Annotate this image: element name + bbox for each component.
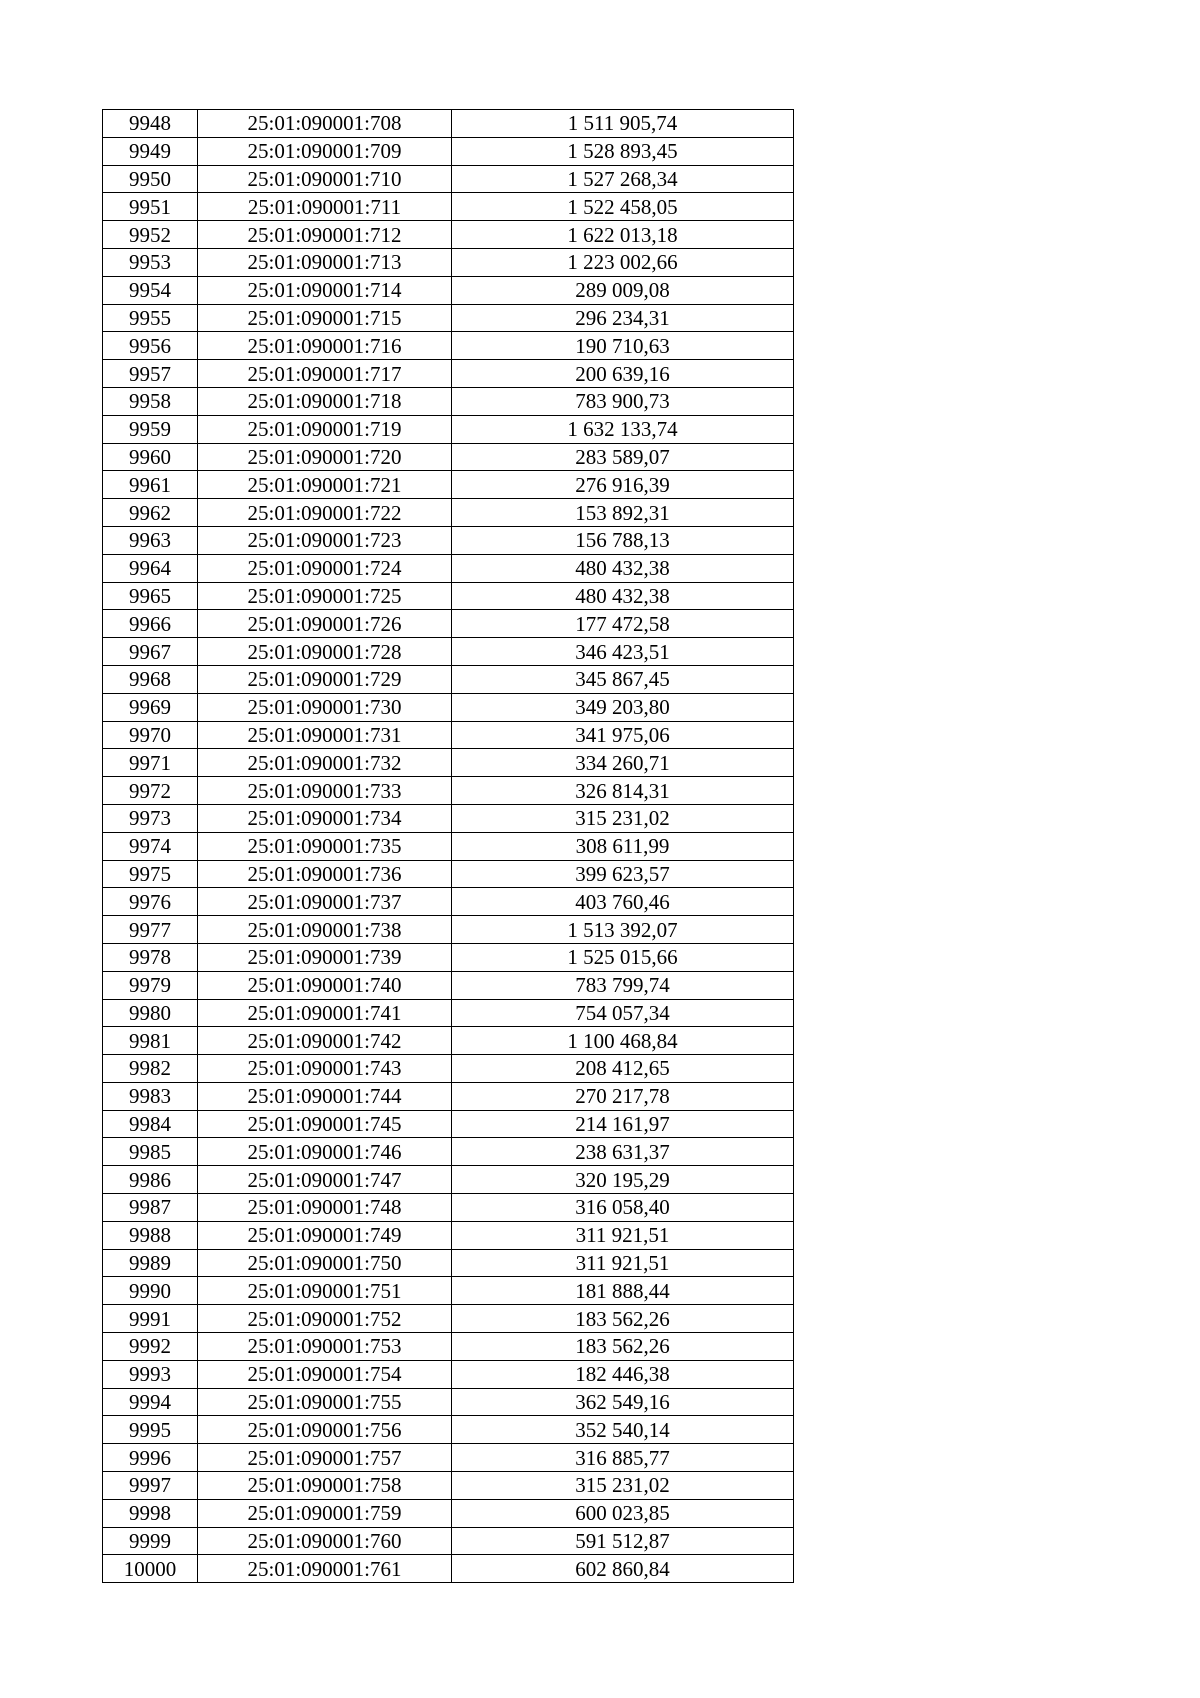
cadastral-number-cell: 25:01:090001:715 (198, 304, 452, 332)
row-number-cell: 9975 (103, 860, 198, 888)
cadastral-value-cell: 208 412,65 (452, 1055, 794, 1083)
cadastral-value-cell: 315 231,02 (452, 804, 794, 832)
row-number-cell: 9983 (103, 1082, 198, 1110)
cadastral-value-cell: 600 023,85 (452, 1499, 794, 1527)
table-row (103, 165, 794, 193)
row-number-cell: 9961 (103, 471, 198, 499)
cadastral-value-cell: 315 231,02 (452, 1472, 794, 1500)
cadastral-number-cell: 25:01:090001:730 (198, 693, 452, 721)
cadastral-value-cell: 345 867,45 (452, 665, 794, 693)
row-number-cell: 9960 (103, 443, 198, 471)
row-number-cell: 9981 (103, 1027, 198, 1055)
row-number-cell: 9980 (103, 999, 198, 1027)
cadastral-number-cell: 25:01:090001:725 (198, 582, 452, 610)
row-number-cell: 9953 (103, 248, 198, 276)
table-row (103, 221, 794, 249)
cadastral-number-cell: 25:01:090001:718 (198, 387, 452, 415)
row-number-cell: 9978 (103, 943, 198, 971)
cadastral-value-cell: 316 885,77 (452, 1444, 794, 1472)
cadastral-number-cell: 25:01:090001:757 (198, 1444, 452, 1472)
cadastral-value-cell: 602 860,84 (452, 1555, 794, 1583)
cadastral-number-cell: 25:01:090001:720 (198, 443, 452, 471)
cadastral-value-cell: 591 512,87 (452, 1527, 794, 1555)
row-number-cell: 9979 (103, 971, 198, 999)
cadastral-number-cell: 25:01:090001:708 (198, 110, 452, 138)
table-row (103, 1194, 794, 1222)
cadastral-number-cell: 25:01:090001:719 (198, 415, 452, 443)
table-row (103, 471, 794, 499)
cadastral-value-cell: 341 975,06 (452, 721, 794, 749)
row-number-cell: 9993 (103, 1360, 198, 1388)
table-row (103, 137, 794, 165)
cadastral-value-cell: 200 639,16 (452, 360, 794, 388)
table-row (103, 832, 794, 860)
cadastral-number-cell: 25:01:090001:760 (198, 1527, 452, 1555)
cadastral-value-cell: 352 540,14 (452, 1416, 794, 1444)
cadastral-number-cell: 25:01:090001:738 (198, 916, 452, 944)
cadastral-value-table (102, 109, 794, 1583)
table-row (103, 582, 794, 610)
table-row (103, 554, 794, 582)
row-number-cell: 9994 (103, 1388, 198, 1416)
cadastral-value-cell: 334 260,71 (452, 749, 794, 777)
cadastral-number-cell: 25:01:090001:741 (198, 999, 452, 1027)
row-number-cell: 9968 (103, 665, 198, 693)
cadastral-value-cell: 1 522 458,05 (452, 193, 794, 221)
cadastral-number-cell: 25:01:090001:747 (198, 1166, 452, 1194)
cadastral-value-cell: 1 527 268,34 (452, 165, 794, 193)
cadastral-number-cell: 25:01:090001:713 (198, 248, 452, 276)
row-number-cell: 9952 (103, 221, 198, 249)
row-number-cell: 9988 (103, 1221, 198, 1249)
cadastral-number-cell: 25:01:090001:723 (198, 526, 452, 554)
row-number-cell: 9998 (103, 1499, 198, 1527)
row-number-cell: 9973 (103, 804, 198, 832)
cadastral-value-cell: 783 900,73 (452, 387, 794, 415)
table-row (103, 110, 794, 138)
row-number-cell: 9987 (103, 1194, 198, 1222)
row-number-cell: 9962 (103, 499, 198, 527)
table-row (103, 499, 794, 527)
cadastral-number-cell: 25:01:090001:728 (198, 638, 452, 666)
cadastral-number-cell: 25:01:090001:761 (198, 1555, 452, 1583)
cadastral-value-cell: 270 217,78 (452, 1082, 794, 1110)
table-row (103, 610, 794, 638)
table-row (103, 693, 794, 721)
table-row (103, 943, 794, 971)
table-row (103, 1110, 794, 1138)
cadastral-value-cell: 1 525 015,66 (452, 943, 794, 971)
table-row (103, 415, 794, 443)
cadastral-number-cell: 25:01:090001:714 (198, 276, 452, 304)
row-number-cell: 9948 (103, 110, 198, 138)
row-number-cell: 9957 (103, 360, 198, 388)
table-row (103, 1360, 794, 1388)
table-row (103, 1333, 794, 1361)
cadastral-value-cell: 177 472,58 (452, 610, 794, 638)
cadastral-value-cell: 308 611,99 (452, 832, 794, 860)
row-number-cell: 9986 (103, 1166, 198, 1194)
cadastral-value-cell: 183 562,26 (452, 1305, 794, 1333)
cadastral-number-cell: 25:01:090001:736 (198, 860, 452, 888)
cadastral-value-cell: 183 562,26 (452, 1333, 794, 1361)
cadastral-value-cell: 1 622 013,18 (452, 221, 794, 249)
cadastral-number-cell: 25:01:090001:739 (198, 943, 452, 971)
cadastral-value-cell: 238 631,37 (452, 1138, 794, 1166)
row-number-cell: 9985 (103, 1138, 198, 1166)
cadastral-number-cell: 25:01:090001:744 (198, 1082, 452, 1110)
cadastral-number-cell: 25:01:090001:733 (198, 777, 452, 805)
cadastral-number-cell: 25:01:090001:731 (198, 721, 452, 749)
cadastral-value-cell: 283 589,07 (452, 443, 794, 471)
row-number-cell: 9964 (103, 554, 198, 582)
cadastral-value-cell: 399 623,57 (452, 860, 794, 888)
table-row (103, 804, 794, 832)
cadastral-value-cell: 1 513 392,07 (452, 916, 794, 944)
row-number-cell: 9954 (103, 276, 198, 304)
row-number-cell: 9951 (103, 193, 198, 221)
cadastral-number-cell: 25:01:090001:737 (198, 888, 452, 916)
table-row (103, 1082, 794, 1110)
cadastral-value-cell: 289 009,08 (452, 276, 794, 304)
cadastral-value-cell: 296 234,31 (452, 304, 794, 332)
table-row (103, 1388, 794, 1416)
cadastral-value-cell: 326 814,31 (452, 777, 794, 805)
table-row (103, 1166, 794, 1194)
cadastral-number-cell: 25:01:090001:754 (198, 1360, 452, 1388)
cadastral-value-cell: 1 528 893,45 (452, 137, 794, 165)
row-number-cell: 9971 (103, 749, 198, 777)
cadastral-value-cell: 214 161,97 (452, 1110, 794, 1138)
row-number-cell: 9966 (103, 610, 198, 638)
row-number-cell: 9991 (103, 1305, 198, 1333)
cadastral-number-cell: 25:01:090001:722 (198, 499, 452, 527)
table-row (103, 888, 794, 916)
cadastral-value-cell: 181 888,44 (452, 1277, 794, 1305)
cadastral-value-cell: 1 100 468,84 (452, 1027, 794, 1055)
cadastral-number-cell: 25:01:090001:749 (198, 1221, 452, 1249)
cadastral-number-cell: 25:01:090001:709 (198, 137, 452, 165)
table-row (103, 1416, 794, 1444)
row-number-cell: 9982 (103, 1055, 198, 1083)
table-body (103, 110, 794, 1583)
cadastral-value-cell: 362 549,16 (452, 1388, 794, 1416)
cadastral-value-cell: 153 892,31 (452, 499, 794, 527)
row-number-cell: 9989 (103, 1249, 198, 1277)
cadastral-value-cell: 403 760,46 (452, 888, 794, 916)
table-row (103, 999, 794, 1027)
row-number-cell: 9977 (103, 916, 198, 944)
row-number-cell: 9949 (103, 137, 198, 165)
row-number-cell: 9955 (103, 304, 198, 332)
row-number-cell: 9999 (103, 1527, 198, 1555)
cadastral-number-cell: 25:01:090001:758 (198, 1472, 452, 1500)
table-row (103, 1527, 794, 1555)
table-row (103, 1277, 794, 1305)
cadastral-number-cell: 25:01:090001:750 (198, 1249, 452, 1277)
cadastral-number-cell: 25:01:090001:756 (198, 1416, 452, 1444)
cadastral-number-cell: 25:01:090001:729 (198, 665, 452, 693)
cadastral-value-cell: 480 432,38 (452, 582, 794, 610)
table-row (103, 777, 794, 805)
table-row (103, 360, 794, 388)
table-row (103, 721, 794, 749)
table-row (103, 1555, 794, 1583)
cadastral-number-cell: 25:01:090001:755 (198, 1388, 452, 1416)
table-row (103, 916, 794, 944)
cadastral-number-cell: 25:01:090001:746 (198, 1138, 452, 1166)
table-row (103, 1444, 794, 1472)
cadastral-value-cell: 156 788,13 (452, 526, 794, 554)
table-row (103, 1305, 794, 1333)
row-number-cell: 9984 (103, 1110, 198, 1138)
cadastral-number-cell: 25:01:090001:726 (198, 610, 452, 638)
row-number-cell: 9956 (103, 332, 198, 360)
table-row (103, 443, 794, 471)
cadastral-value-cell: 316 058,40 (452, 1194, 794, 1222)
cadastral-value-cell: 1 632 133,74 (452, 415, 794, 443)
cadastral-number-cell: 25:01:090001:743 (198, 1055, 452, 1083)
cadastral-number-cell: 25:01:090001:742 (198, 1027, 452, 1055)
cadastral-number-cell: 25:01:090001:716 (198, 332, 452, 360)
row-number-cell: 10000 (103, 1555, 198, 1583)
cadastral-value-cell: 190 710,63 (452, 332, 794, 360)
row-number-cell: 9969 (103, 693, 198, 721)
row-number-cell: 9996 (103, 1444, 198, 1472)
table-row (103, 749, 794, 777)
row-number-cell: 9976 (103, 888, 198, 916)
cadastral-number-cell: 25:01:090001:724 (198, 554, 452, 582)
table-row (103, 1499, 794, 1527)
row-number-cell: 9970 (103, 721, 198, 749)
row-number-cell: 9990 (103, 1277, 198, 1305)
table-row (103, 971, 794, 999)
row-number-cell: 9995 (103, 1416, 198, 1444)
cadastral-number-cell: 25:01:090001:740 (198, 971, 452, 999)
cadastral-number-cell: 25:01:090001:710 (198, 165, 452, 193)
cadastral-value-cell: 754 057,34 (452, 999, 794, 1027)
cadastral-value-cell: 311 921,51 (452, 1249, 794, 1277)
cadastral-number-cell: 25:01:090001:759 (198, 1499, 452, 1527)
row-number-cell: 9967 (103, 638, 198, 666)
cadastral-value-cell: 182 446,38 (452, 1360, 794, 1388)
row-number-cell: 9972 (103, 777, 198, 805)
table-row (103, 1055, 794, 1083)
cadastral-value-cell: 349 203,80 (452, 693, 794, 721)
table-row (103, 665, 794, 693)
table-row (103, 1221, 794, 1249)
cadastral-number-cell: 25:01:090001:721 (198, 471, 452, 499)
cadastral-number-cell: 25:01:090001:752 (198, 1305, 452, 1333)
table-row (103, 860, 794, 888)
cadastral-value-cell: 311 921,51 (452, 1221, 794, 1249)
row-number-cell: 9974 (103, 832, 198, 860)
table-row (103, 1249, 794, 1277)
cadastral-value-cell: 1 223 002,66 (452, 248, 794, 276)
row-number-cell: 9950 (103, 165, 198, 193)
table-row (103, 332, 794, 360)
table-row (103, 1472, 794, 1500)
row-number-cell: 9959 (103, 415, 198, 443)
cadastral-value-cell: 783 799,74 (452, 971, 794, 999)
cadastral-number-cell: 25:01:090001:717 (198, 360, 452, 388)
cadastral-number-cell: 25:01:090001:745 (198, 1110, 452, 1138)
row-number-cell: 9963 (103, 526, 198, 554)
cadastral-number-cell: 25:01:090001:734 (198, 804, 452, 832)
row-number-cell: 9965 (103, 582, 198, 610)
cadastral-number-cell: 25:01:090001:753 (198, 1333, 452, 1361)
row-number-cell: 9958 (103, 387, 198, 415)
cadastral-number-cell: 25:01:090001:732 (198, 749, 452, 777)
cadastral-number-cell: 25:01:090001:735 (198, 832, 452, 860)
cadastral-number-cell: 25:01:090001:711 (198, 193, 452, 221)
cadastral-value-cell: 346 423,51 (452, 638, 794, 666)
cadastral-value-cell: 320 195,29 (452, 1166, 794, 1194)
table-row (103, 248, 794, 276)
cadastral-value-cell: 1 511 905,74 (452, 110, 794, 138)
cadastral-number-cell: 25:01:090001:712 (198, 221, 452, 249)
table-row (103, 276, 794, 304)
table-row (103, 193, 794, 221)
cadastral-number-cell: 25:01:090001:751 (198, 1277, 452, 1305)
row-number-cell: 9997 (103, 1472, 198, 1500)
row-number-cell: 9992 (103, 1333, 198, 1361)
cadastral-value-cell: 276 916,39 (452, 471, 794, 499)
cadastral-value-cell: 480 432,38 (452, 554, 794, 582)
table-row (103, 304, 794, 332)
table-row (103, 526, 794, 554)
table-row (103, 1027, 794, 1055)
cadastral-number-cell: 25:01:090001:748 (198, 1194, 452, 1222)
table-row (103, 638, 794, 666)
table-row (103, 1138, 794, 1166)
table-row (103, 387, 794, 415)
